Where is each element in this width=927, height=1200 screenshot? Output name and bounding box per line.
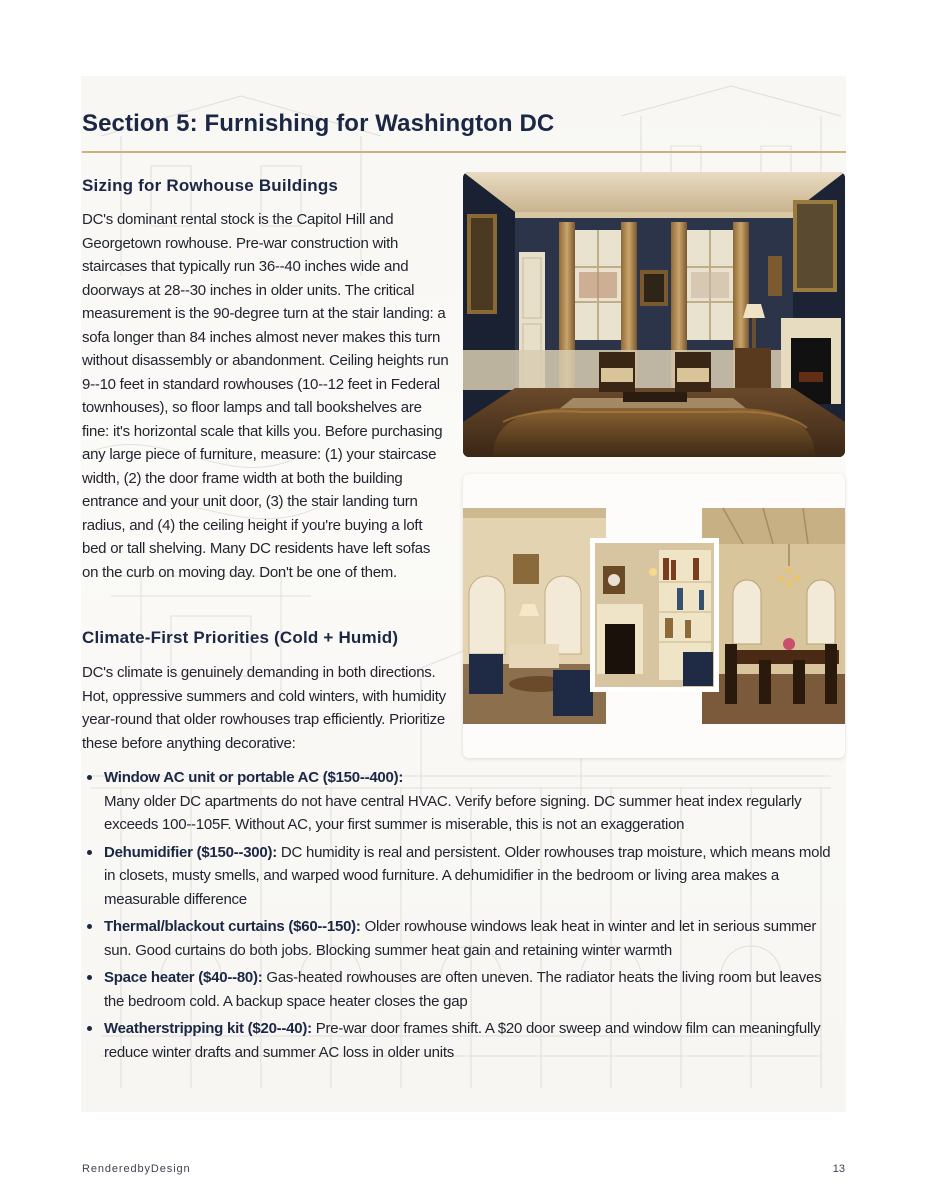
climate-priority-list (84, 766, 844, 1068)
list-item (84, 1017, 844, 1064)
page-number: 13 (832, 1163, 845, 1175)
interior-collage (463, 474, 845, 758)
list-item (84, 915, 844, 962)
sizing-heading: Sizing for Rowhouse Buildings (82, 176, 339, 195)
fireplace-bookshelf-image (590, 538, 719, 692)
list-item-text: Older rowhouse windows leak heat in winter and let in serious summer sun. Good curtains do both jobs. Blocking summer heat gain and retaining winter warmth (104, 918, 817, 959)
sitting-room-image (463, 508, 606, 724)
living-room-illustration (463, 172, 845, 457)
list-item-title: Space heater ($40--80): (104, 969, 263, 986)
list-item-title: Thermal/blackout curtains ($60--150): (104, 918, 361, 935)
sizing-paragraph: DC's dominant rental stock is the Capitol Hill and Georgetown rowhouse. Pre-war construction with staircases that typically run 36--40 inches wide and doorways at 28--30 inches in older units. The critical measurement is the 90-degree turn at the stair landing: a sofa longer than 84 inches almost never makes this turn without disassembly or abandonment. Ceiling heights run 9--10 feet in standard rowhouses (10--12 feet in Federal townhouses), so floor lamps and tall bookshelves are fine: it's horizontal scale that kills you. Before purchasing any large piece of furniture, measure: (1) your staircase width, (2) the door frame width at both the building entrance and your unit door, (3) the stair landing turn radius, and (4) the ceiling height if you're buying a loft bed or tall shelving. Many DC residents have left sofas on the curb on moving day. Don't be one of them. (82, 211, 449, 581)
list-item (84, 766, 844, 837)
list-item-title: Weatherstripping kit ($20--40): (104, 1020, 312, 1037)
list-item (84, 841, 844, 912)
list-item-text: DC humidity is real and persistent. Older rowhouses trap moisture, which means mold in closets, musty smells, and warped wood furniture. A dehumidifier in the bedroom or living area makes a measurable difference (104, 843, 831, 908)
list-item-text: Many older DC apartments do not have central HVAC. Verify before signing. DC summer heat index regularly exceeds 100--105F. Without AC, your first summer is miserable, this is not an exaggeration (104, 792, 802, 833)
list-item (84, 966, 844, 1013)
climate-heading: Climate-First Priorities (Cold + Humid) (82, 628, 399, 647)
list-item-text: Gas-heated rowhouses are often uneven. The radiator heats the living room but leaves the bedroom cold. A backup space heater closes the gap (104, 969, 822, 1010)
list-item-title: Window AC unit or portable AC ($150--400): (104, 769, 404, 786)
footer-brand: RenderedbyDesign (82, 1163, 191, 1175)
list-item-title: Dehumidifier ($150--300): (104, 843, 277, 861)
section-title: Section 5: Furnishing for Washington DC (82, 110, 555, 137)
dining-room-image (702, 508, 845, 724)
climate-intro-paragraph: DC's climate is genuinely demanding in both directions. Hot, oppressive summers and cold winters, with humidity year-round that older rowhouses trap efficiently. Prioritize these before anything decorative: (82, 664, 446, 752)
living-room-photo (463, 172, 845, 457)
collage-illustration (463, 474, 845, 758)
list-item-text: Pre-war door frames shift. A $20 door sweep and window film can meaningfully reduce winter drafts and summer AC loss in older units (104, 1020, 821, 1061)
title-divider (82, 151, 846, 153)
